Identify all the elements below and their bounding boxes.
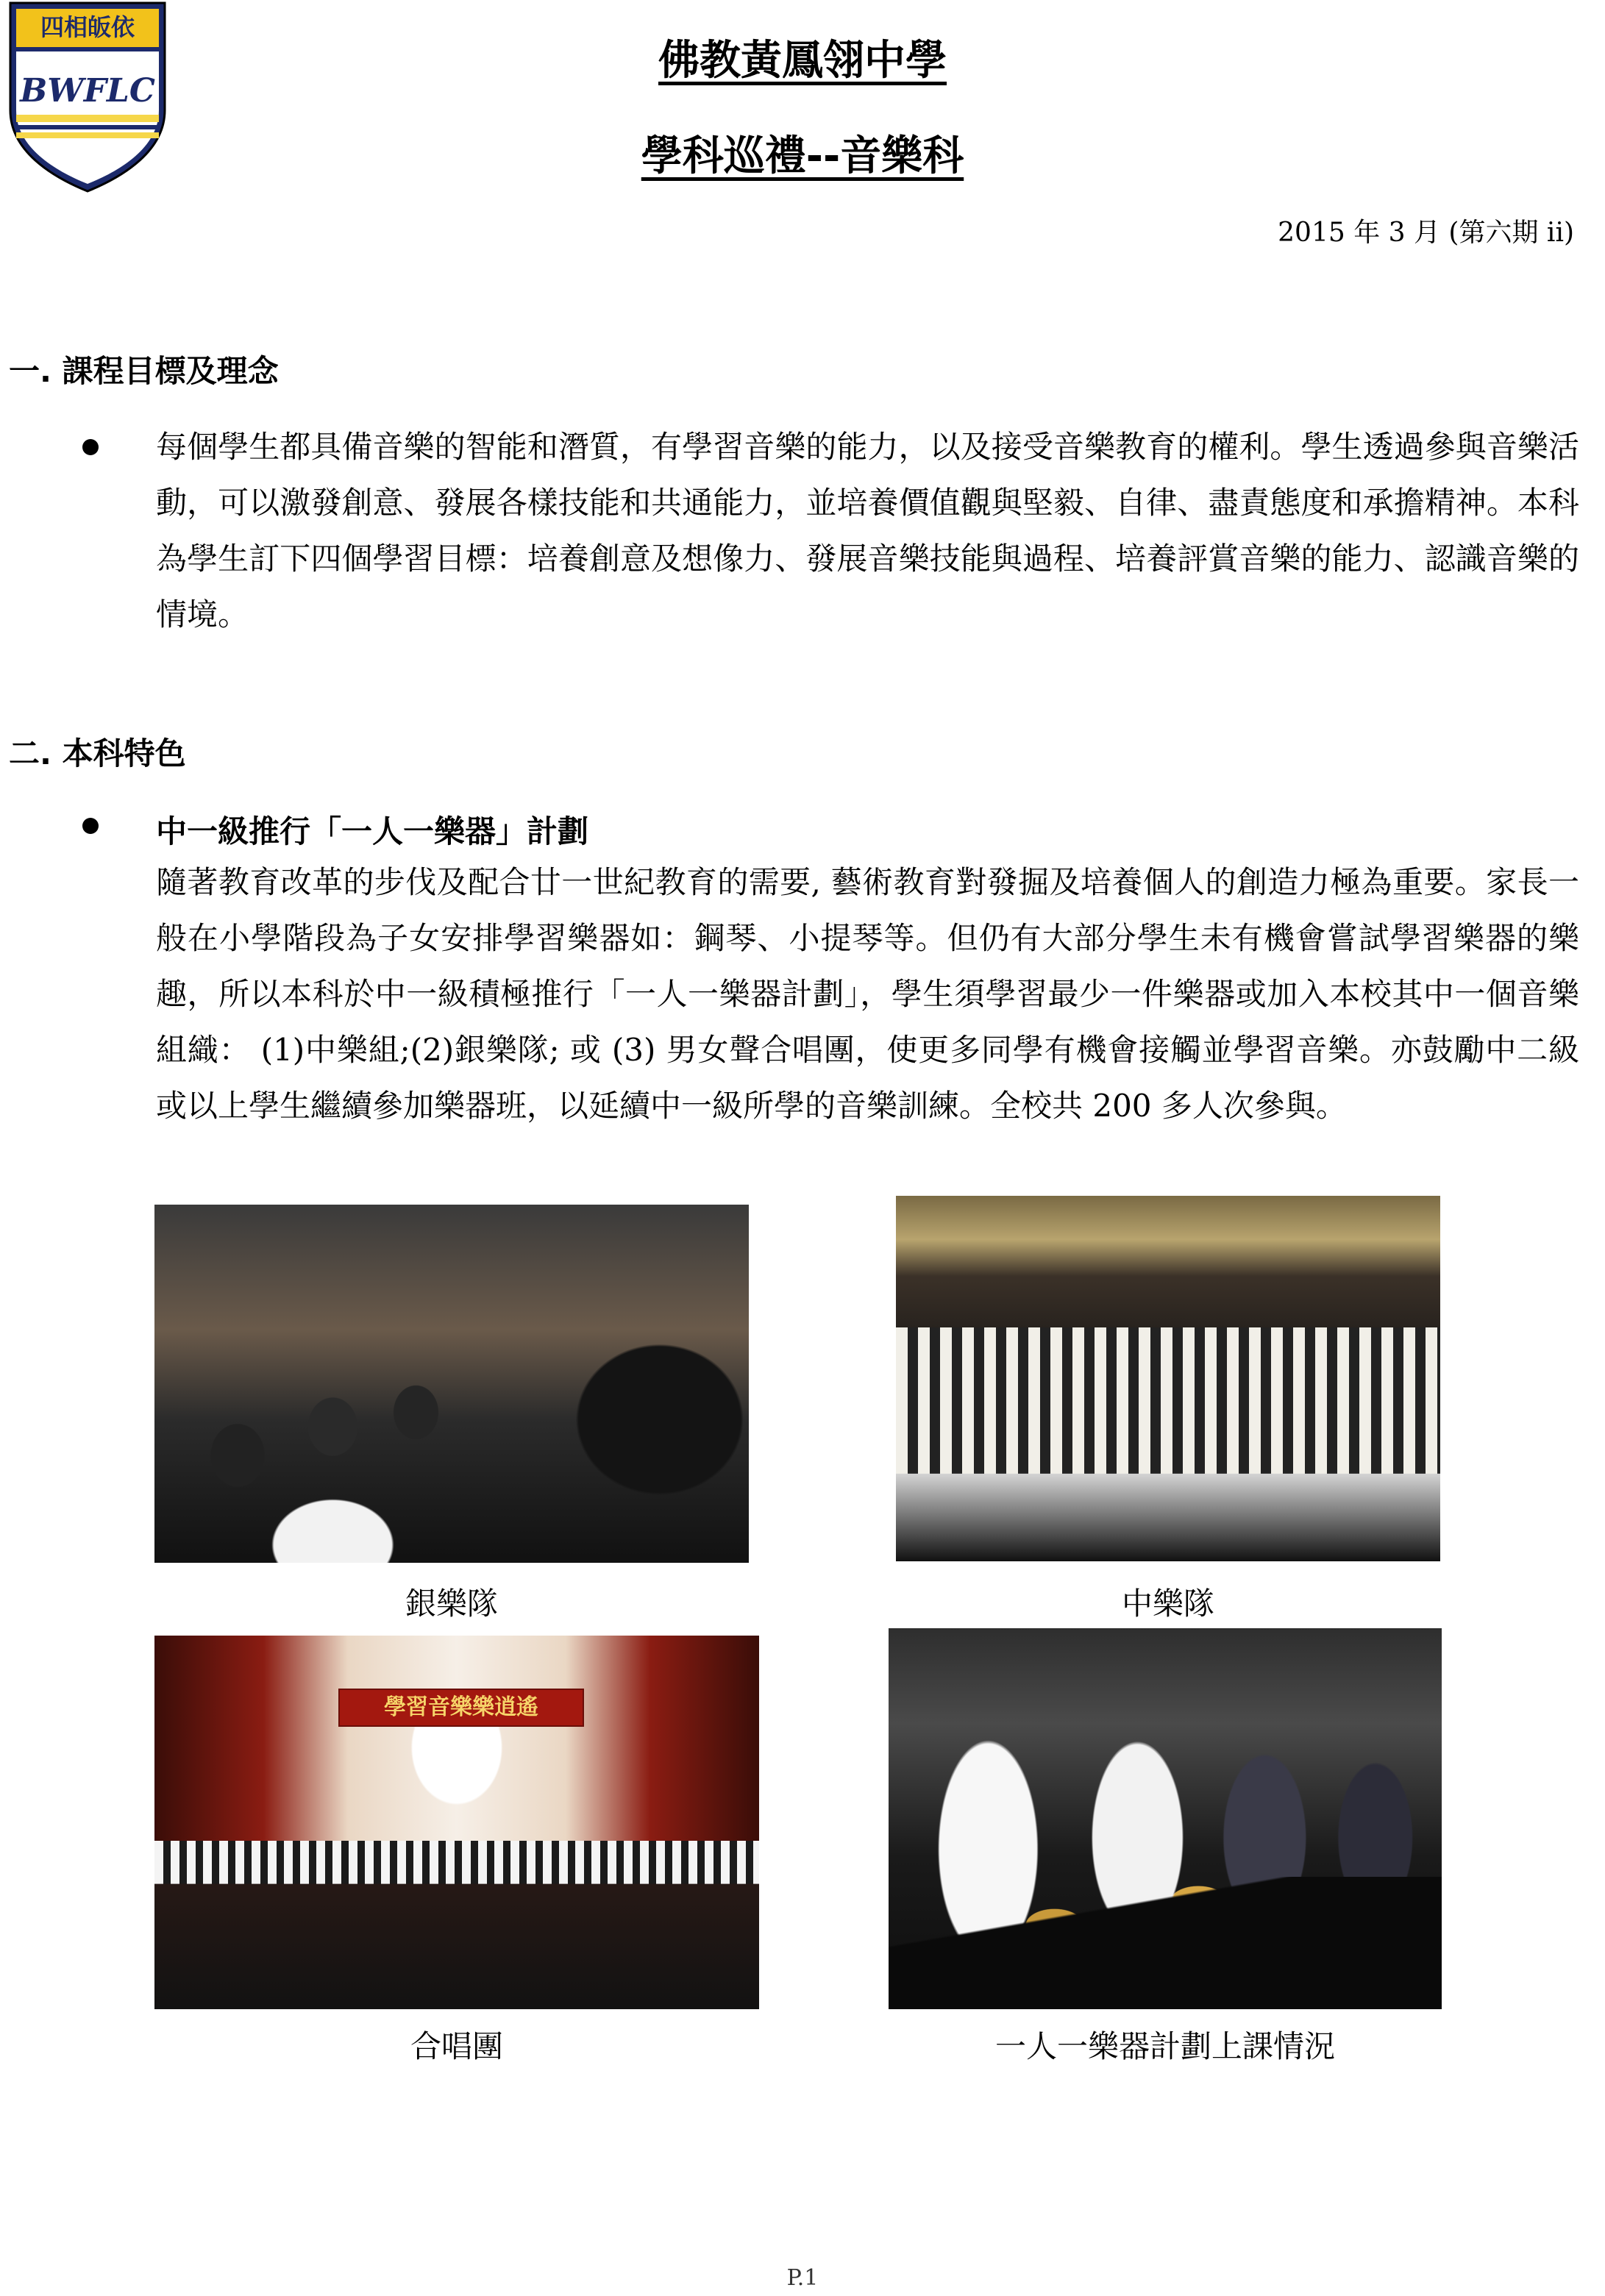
choir-banner: 學習音樂樂逍遙 (338, 1689, 584, 1727)
issue-date: 2015 年 3 月 (第六期 ii) (1278, 218, 1574, 248)
program-paragraph: 隨著教育改革的步伐及配合廿一世紀教育的需要, 藝術教育對發掘及培養個人的創造力極為重要。家長一般在小學階段為子女安排學習樂器如：鋼琴、小提琴等。但仍有大部分學生未有機會嘗試學習樂器的樂趣，所以本科於中一級積極推行「一人一樂器計劃」，學生須學習最少一件樂器或加入本校其中一個音樂組織： (1)中樂組;(2)銀樂隊; 或 (3) 男女聲合唱團，使更多同學有機會接觸並學習音樂。亦鼓勵中二級或以上學生繼續參加樂器班，以延續中一級所學的音樂訓練。全校共 200 多人次參與。 (156, 864, 1579, 1124)
logo-top-text: 四相皈依 (40, 13, 135, 41)
program-title: 中一級推行「一人一樂器」計劃 (156, 813, 589, 849)
logo-monogram: BWFLC (20, 72, 155, 110)
page-title: 學科巡禮--音樂科 (641, 132, 964, 180)
photo-chinese-orchestra (896, 1196, 1440, 1561)
photo-trumpet-class (889, 1628, 1442, 2009)
photo-caption: 合唱團 (410, 2028, 503, 2064)
page-number: P.1 (786, 2265, 819, 2291)
objectives-paragraph: 每個學生都具備音樂的智能和潛質，有學習音樂的能力，以及接受音樂教育的權利。學生透過參與音樂活動，可以激發創意、發展各樣技能和共通能力，並培養價值觀與堅毅、自律、盡責態度和承擔精神。本科為學生訂下四個學習目標：培養創意及想像力、發展音樂技能與過程、培養評賞音樂的能力、認識音樂的情境。 (156, 429, 1579, 632)
photo-caption: 中樂隊 (1121, 1586, 1214, 1622)
section-heading-objectives: 一. 課程目標及理念 (9, 353, 279, 389)
photo-silver-band (154, 1205, 749, 1563)
section-heading-features: 二. 本科特色 (9, 735, 186, 771)
bullet-dot (82, 439, 99, 455)
photo-choir (154, 1636, 759, 2009)
school-name: 佛教黃鳳翎中學 (658, 37, 947, 85)
photo-caption: 銀樂隊 (405, 1586, 498, 1622)
photo-caption: 一人一樂器計劃上課情況 (994, 2028, 1335, 2064)
bullet-dot (82, 818, 99, 834)
